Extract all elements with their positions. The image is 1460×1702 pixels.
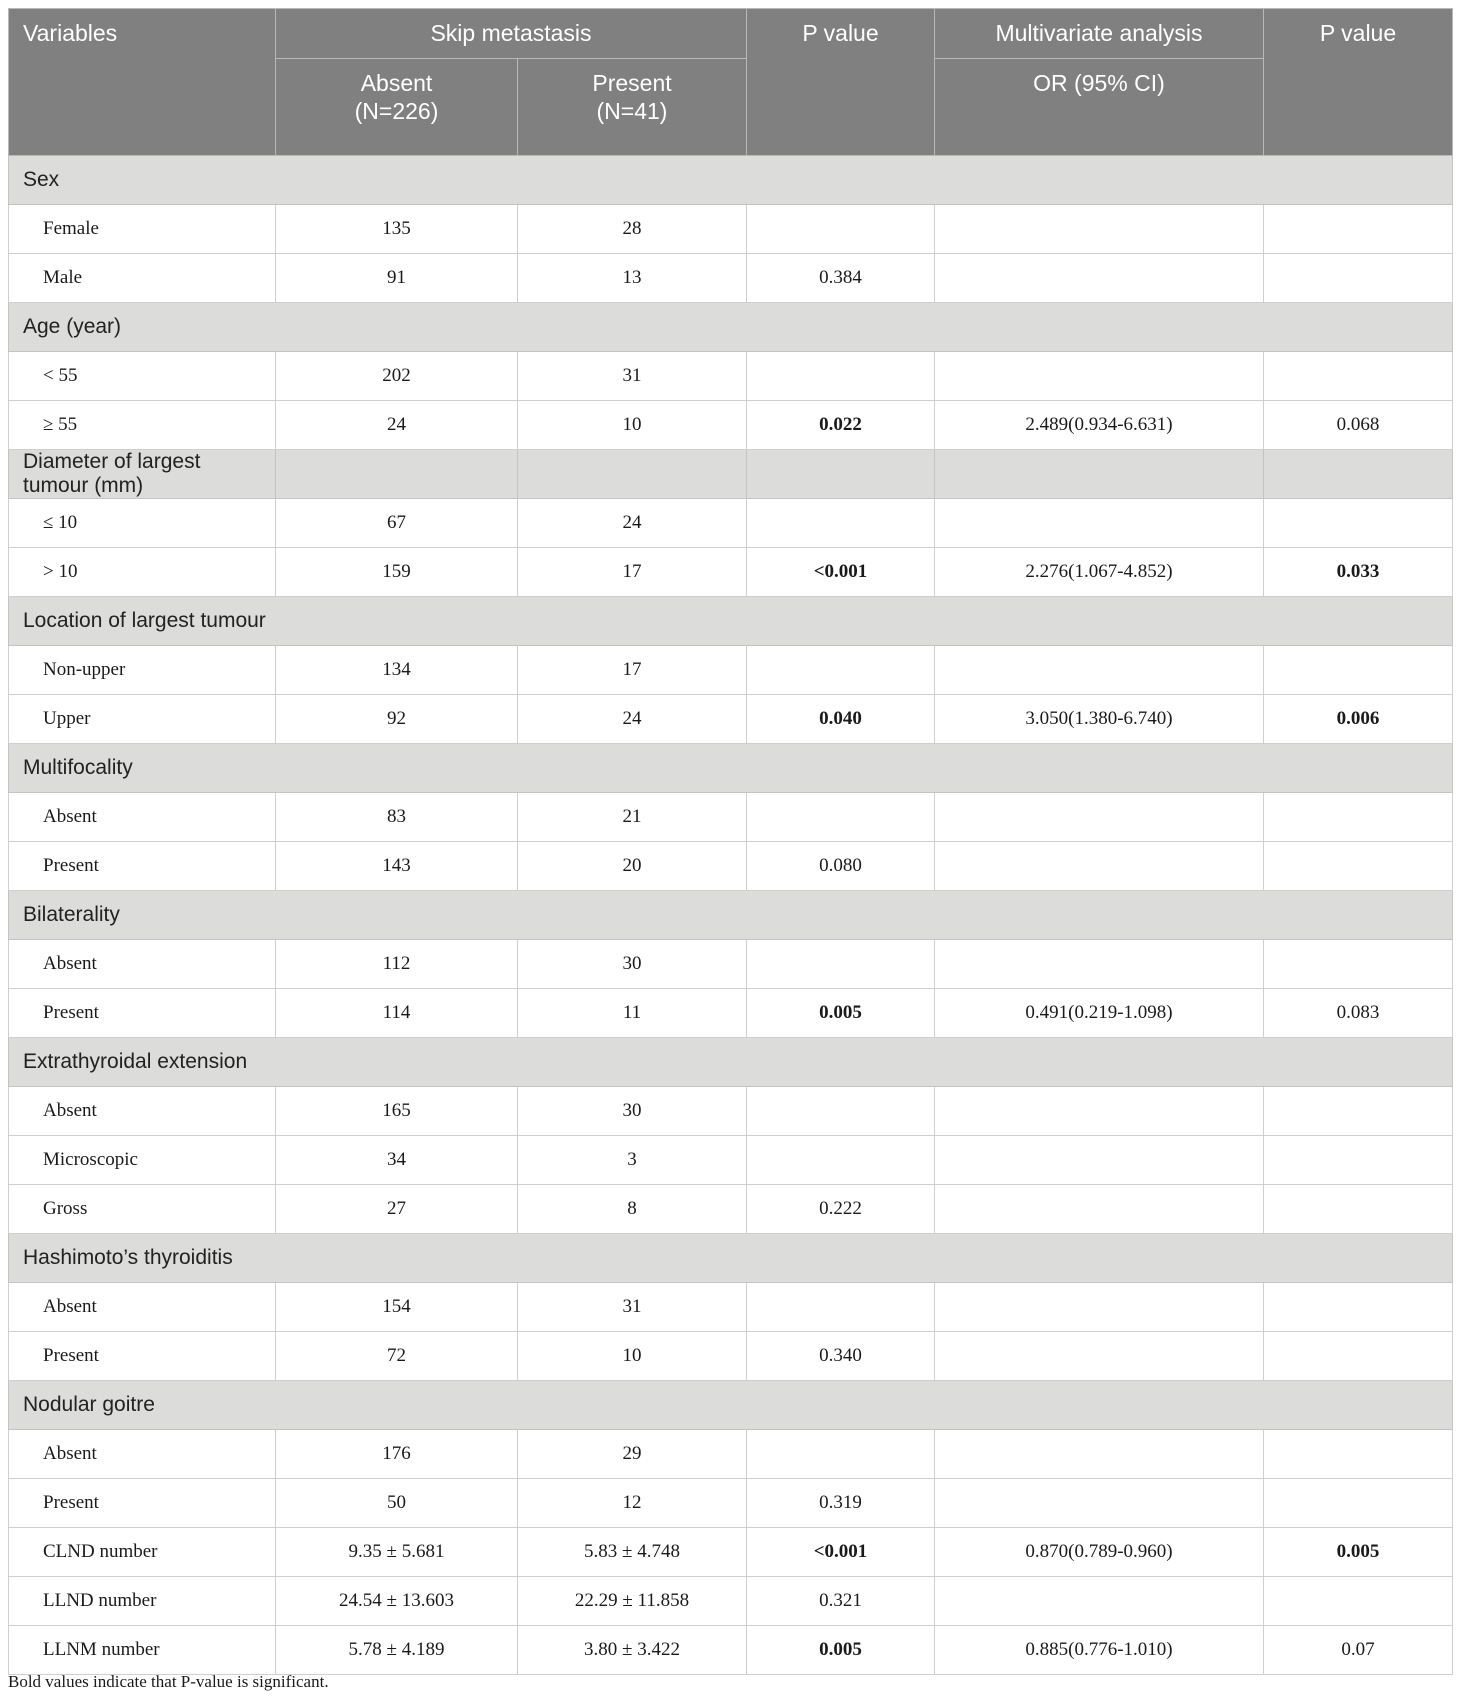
absent-value: 24.54 ± 13.603 — [276, 1577, 518, 1626]
p-value: 0.319 — [747, 1479, 935, 1528]
group-empty-cell — [935, 450, 1264, 499]
odds-ratio-ci — [935, 1087, 1264, 1136]
odds-ratio-ci: 2.489(0.934-6.631) — [935, 401, 1264, 450]
row-label: > 10 — [9, 548, 276, 597]
absent-value: 83 — [276, 793, 518, 842]
table-row — [9, 1332, 1453, 1381]
row-label: Female — [9, 205, 276, 254]
group-label: Hashimoto’s thyroiditis — [9, 1234, 1453, 1283]
multivariate-p-value: 0.033 — [1264, 548, 1453, 597]
present-value: 20 — [518, 842, 747, 891]
row-label: Absent — [9, 793, 276, 842]
header-p-value-multivariate: P value — [1264, 9, 1453, 156]
row-label: Male — [9, 254, 276, 303]
present-value: 30 — [518, 1087, 747, 1136]
results-table-container — [8, 8, 1452, 1675]
absent-value: 134 — [276, 646, 518, 695]
p-value — [747, 1087, 935, 1136]
absent-value: 112 — [276, 940, 518, 989]
absent-value: 27 — [276, 1185, 518, 1234]
odds-ratio-ci — [935, 646, 1264, 695]
group-empty-cell — [1264, 450, 1453, 499]
group-label: Age (year) — [9, 303, 1453, 352]
multivariate-p-value — [1264, 842, 1453, 891]
absent-value: 5.78 ± 4.189 — [276, 1626, 518, 1675]
group-label: Multifocality — [9, 744, 1453, 793]
p-value — [747, 499, 935, 548]
header-present-label: Present — [592, 70, 672, 96]
p-value: 0.080 — [747, 842, 935, 891]
group-header-row — [9, 891, 1453, 940]
table-row — [9, 1087, 1453, 1136]
group-header-row — [9, 1038, 1453, 1087]
odds-ratio-ci: 2.276(1.067-4.852) — [935, 548, 1264, 597]
table-row — [9, 1479, 1453, 1528]
multivariate-p-value — [1264, 646, 1453, 695]
table-body — [9, 156, 1453, 1675]
present-value: 8 — [518, 1185, 747, 1234]
table-row — [9, 352, 1453, 401]
multivariate-p-value — [1264, 1430, 1453, 1479]
odds-ratio-ci — [935, 352, 1264, 401]
odds-ratio-ci — [935, 1185, 1264, 1234]
group-label: Diameter of largest tumour (mm) — [9, 450, 276, 499]
present-value: 22.29 ± 11.858 — [518, 1577, 747, 1626]
table-row — [9, 548, 1453, 597]
present-value: 30 — [518, 940, 747, 989]
present-value: 21 — [518, 793, 747, 842]
odds-ratio-ci — [935, 1430, 1264, 1479]
row-label: Present — [9, 1479, 276, 1528]
odds-ratio-ci: 0.885(0.776-1.010) — [935, 1626, 1264, 1675]
row-label: Absent — [9, 940, 276, 989]
multivariate-p-value: 0.068 — [1264, 401, 1453, 450]
multivariate-p-value — [1264, 1332, 1453, 1381]
multivariate-p-value — [1264, 1136, 1453, 1185]
present-value: 31 — [518, 1283, 747, 1332]
multivariate-p-value: 0.006 — [1264, 695, 1453, 744]
multivariate-p-value — [1264, 205, 1453, 254]
table-row — [9, 1136, 1453, 1185]
p-value: 0.040 — [747, 695, 935, 744]
present-value: 12 — [518, 1479, 747, 1528]
group-header-row — [9, 450, 1453, 499]
multivariate-p-value: 0.07 — [1264, 1626, 1453, 1675]
odds-ratio-ci: 0.870(0.789-0.960) — [935, 1528, 1264, 1577]
multivariate-p-value — [1264, 1283, 1453, 1332]
group-empty-cell — [747, 450, 935, 499]
multivariate-p-value — [1264, 1479, 1453, 1528]
present-value: 24 — [518, 695, 747, 744]
present-value: 24 — [518, 499, 747, 548]
table-row — [9, 1283, 1453, 1332]
row-label: LLNM number — [9, 1626, 276, 1675]
group-label: Extrathyroidal extension — [9, 1038, 1453, 1087]
odds-ratio-ci: 3.050(1.380-6.740) — [935, 695, 1264, 744]
multivariate-p-value: 0.005 — [1264, 1528, 1453, 1577]
row-label: Absent — [9, 1283, 276, 1332]
row-label: Present — [9, 1332, 276, 1381]
table-row — [9, 1577, 1453, 1626]
absent-value: 24 — [276, 401, 518, 450]
table-row — [9, 1626, 1453, 1675]
row-label: Microscopic — [9, 1136, 276, 1185]
group-header-row — [9, 303, 1453, 352]
header-present — [518, 59, 747, 156]
p-value: 0.022 — [747, 401, 935, 450]
group-header-row — [9, 744, 1453, 793]
multivariate-p-value — [1264, 254, 1453, 303]
multivariate-p-value: 0.083 — [1264, 989, 1453, 1038]
absent-value: 91 — [276, 254, 518, 303]
group-label: Sex — [9, 156, 1453, 205]
odds-ratio-ci — [935, 1577, 1264, 1626]
absent-value: 9.35 ± 5.681 — [276, 1528, 518, 1577]
multivariate-p-value — [1264, 793, 1453, 842]
odds-ratio-ci — [935, 499, 1264, 548]
table-row — [9, 499, 1453, 548]
header-absent — [276, 59, 518, 156]
header-present-count: (N=41) — [596, 98, 668, 124]
row-label: Gross — [9, 1185, 276, 1234]
group-label: Bilaterality — [9, 891, 1453, 940]
absent-value: 159 — [276, 548, 518, 597]
table-row — [9, 401, 1453, 450]
odds-ratio-ci — [935, 793, 1264, 842]
present-value: 28 — [518, 205, 747, 254]
odds-ratio-ci — [935, 842, 1264, 891]
odds-ratio-ci — [935, 205, 1264, 254]
multivariate-p-value — [1264, 1185, 1453, 1234]
p-value — [747, 940, 935, 989]
table-header — [9, 9, 1453, 156]
odds-ratio-ci — [935, 1283, 1264, 1332]
absent-value: 92 — [276, 695, 518, 744]
table-row — [9, 1528, 1453, 1577]
odds-ratio-ci — [935, 254, 1264, 303]
absent-value: 165 — [276, 1087, 518, 1136]
present-value: 13 — [518, 254, 747, 303]
header-or-ci: OR (95% CI) — [935, 59, 1264, 156]
absent-value: 202 — [276, 352, 518, 401]
row-label: < 55 — [9, 352, 276, 401]
group-header-row — [9, 156, 1453, 205]
table-row — [9, 205, 1453, 254]
table-footnote: Bold values indicate that P-value is significant. — [8, 1672, 329, 1691]
absent-value: 176 — [276, 1430, 518, 1479]
table-row — [9, 646, 1453, 695]
multivariate-p-value — [1264, 352, 1453, 401]
group-header-row — [9, 597, 1453, 646]
header-absent-label: Absent — [360, 70, 433, 96]
table-row — [9, 989, 1453, 1038]
p-value — [747, 1283, 935, 1332]
row-label: LLND number — [9, 1577, 276, 1626]
present-value: 10 — [518, 401, 747, 450]
present-value: 17 — [518, 548, 747, 597]
row-label: Present — [9, 842, 276, 891]
absent-value: 143 — [276, 842, 518, 891]
row-label: ≤ 10 — [9, 499, 276, 548]
row-label: Upper — [9, 695, 276, 744]
row-label: ≥ 55 — [9, 401, 276, 450]
absent-value: 67 — [276, 499, 518, 548]
header-absent-count: (N=226) — [354, 98, 439, 124]
odds-ratio-ci — [935, 1332, 1264, 1381]
group-label: Location of largest tumour — [9, 597, 1453, 646]
p-value: <0.001 — [747, 1528, 935, 1577]
table-row — [9, 254, 1453, 303]
row-label: Absent — [9, 1087, 276, 1136]
p-value — [747, 352, 935, 401]
header-multivariate-analysis: Multivariate analysis — [935, 9, 1264, 59]
p-value — [747, 793, 935, 842]
p-value: 0.005 — [747, 1626, 935, 1675]
absent-value: 50 — [276, 1479, 518, 1528]
header-variables: Variables — [9, 9, 276, 156]
table-row — [9, 1185, 1453, 1234]
absent-value: 154 — [276, 1283, 518, 1332]
multivariate-p-value — [1264, 940, 1453, 989]
table-row — [9, 793, 1453, 842]
p-value: 0.222 — [747, 1185, 935, 1234]
p-value: 0.005 — [747, 989, 935, 1038]
present-value: 11 — [518, 989, 747, 1038]
present-value: 31 — [518, 352, 747, 401]
odds-ratio-ci — [935, 940, 1264, 989]
group-empty-cell — [276, 450, 518, 499]
group-label: Nodular goitre — [9, 1381, 1453, 1430]
p-value: <0.001 — [747, 548, 935, 597]
present-value: 3 — [518, 1136, 747, 1185]
header-p-value: P value — [747, 9, 935, 156]
absent-value: 72 — [276, 1332, 518, 1381]
table-row — [9, 695, 1453, 744]
p-value: 0.340 — [747, 1332, 935, 1381]
multivariate-p-value — [1264, 1087, 1453, 1136]
row-label: CLND number — [9, 1528, 276, 1577]
p-value — [747, 205, 935, 254]
results-table — [8, 8, 1453, 1675]
present-value: 17 — [518, 646, 747, 695]
absent-value: 114 — [276, 989, 518, 1038]
header-skip-metastasis: Skip metastasis — [276, 9, 747, 59]
p-value: 0.321 — [747, 1577, 935, 1626]
multivariate-p-value — [1264, 499, 1453, 548]
row-label: Present — [9, 989, 276, 1038]
group-header-row — [9, 1381, 1453, 1430]
row-label: Absent — [9, 1430, 276, 1479]
present-value: 5.83 ± 4.748 — [518, 1528, 747, 1577]
group-header-row — [9, 1234, 1453, 1283]
p-value — [747, 1136, 935, 1185]
absent-value: 135 — [276, 205, 518, 254]
present-value: 10 — [518, 1332, 747, 1381]
p-value: 0.384 — [747, 254, 935, 303]
absent-value: 34 — [276, 1136, 518, 1185]
row-label: Non-upper — [9, 646, 276, 695]
odds-ratio-ci: 0.491(0.219-1.098) — [935, 989, 1264, 1038]
present-value: 29 — [518, 1430, 747, 1479]
p-value — [747, 1430, 935, 1479]
table-row — [9, 842, 1453, 891]
multivariate-p-value — [1264, 1577, 1453, 1626]
odds-ratio-ci — [935, 1479, 1264, 1528]
table-row — [9, 1430, 1453, 1479]
group-empty-cell — [518, 450, 747, 499]
odds-ratio-ci — [935, 1136, 1264, 1185]
table-row — [9, 940, 1453, 989]
present-value: 3.80 ± 3.422 — [518, 1626, 747, 1675]
p-value — [747, 646, 935, 695]
